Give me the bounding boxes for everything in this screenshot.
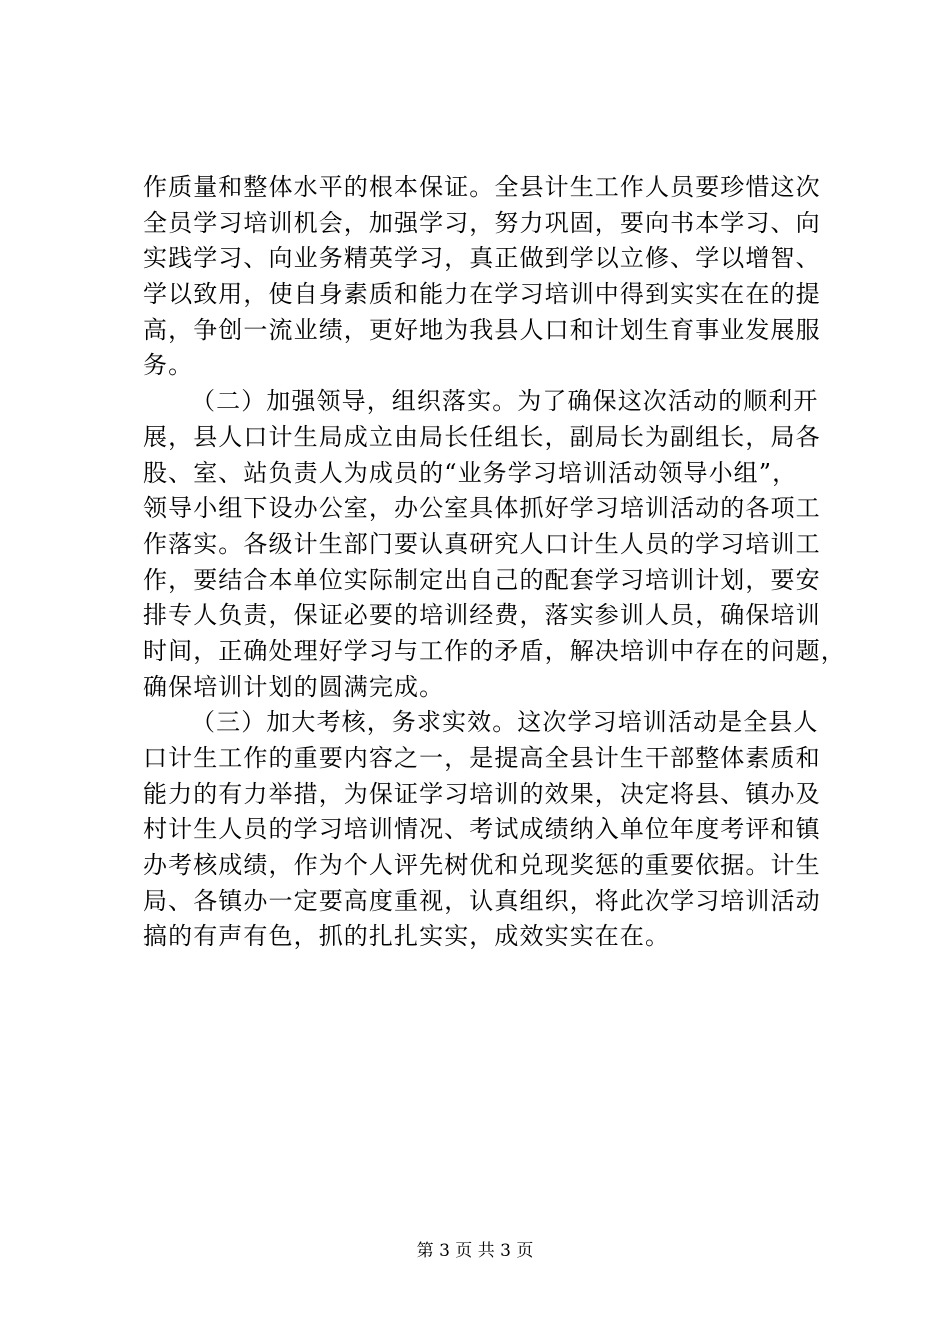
paragraph-2 xyxy=(143,384,846,705)
text-line: 全员学习培训机会，加强学习，努力巩固，要向书本学习、向 xyxy=(143,208,821,237)
text-line: 办考核成绩，作为个人评先树优和兑现奖惩的重要依据。计生 xyxy=(143,851,821,880)
text-line: 排专人负责，保证必要的培训经费，落实参训人员，确保培训 xyxy=(143,601,821,630)
page-footer xyxy=(0,1241,950,1261)
paragraph-1 xyxy=(143,170,823,384)
text-line: 搞的有声有色，抓的扎扎实实，成效实实在在。 xyxy=(143,922,671,951)
text-line: 确保培训计划的圆满完成。 xyxy=(143,672,445,701)
document-body xyxy=(143,170,846,955)
text-line: 作质量和整体水平的根本保证。全县计生工作人员要珍惜这次 xyxy=(143,173,821,201)
text-line: 实践学习、向业务精英学习，真正做到学以立修、学以增智、 xyxy=(143,244,821,273)
text-line: 局、各镇办一定要高度重视，认真组织，将此次学习培训活动 xyxy=(143,886,821,915)
text-line: 高，争创一流业绩，更好地为我县人口和计划生育事业发展服 xyxy=(143,315,821,344)
text-line: 口计生工作的重要内容之一，是提高全县计生干部整体素质和 xyxy=(143,744,821,772)
text-line: 时间，正确处理好学习与工作的矛盾，解决培训中存在的问题， xyxy=(143,636,846,665)
page-number: 第 3 页 共 3 页 xyxy=(416,1241,534,1261)
text-line: 务。 xyxy=(143,351,194,380)
text-line: 展，县人口计生局成立由局长任组长，副局长为副组长，局各 xyxy=(143,422,821,451)
text-line: 领导小组下设办公室，办公室具体抓好学习培训活动的各项工 xyxy=(143,494,821,523)
text-line: （三）加大考核，务求实效。这次学习培训活动是全县人 xyxy=(191,708,819,737)
text-line: 村计生人员的学习培训情况、考试成绩纳入单位年度考评和镇 xyxy=(143,815,821,844)
paragraph-3 xyxy=(143,705,823,955)
text-line: 学以致用，使自身素质和能力在学习培训中得到实实在在的提 xyxy=(143,280,821,309)
text-line: 能力的有力举措，为保证学习培训的效果，决定将县、镇办及 xyxy=(143,779,821,808)
text-line: 作落实。各级计生部门要认真研究人口计生人员的学习培训工 xyxy=(143,529,821,558)
text-line: 作，要结合本单位实际制定出自己的配套学习培训计划，要安 xyxy=(143,565,821,594)
text-line: （二）加强领导，组织落实。为了确保这次活动的顺利开 xyxy=(191,387,819,416)
text-line: 股、室、站负责人为成员的“业务学习培训活动领导小组”， xyxy=(143,458,798,487)
